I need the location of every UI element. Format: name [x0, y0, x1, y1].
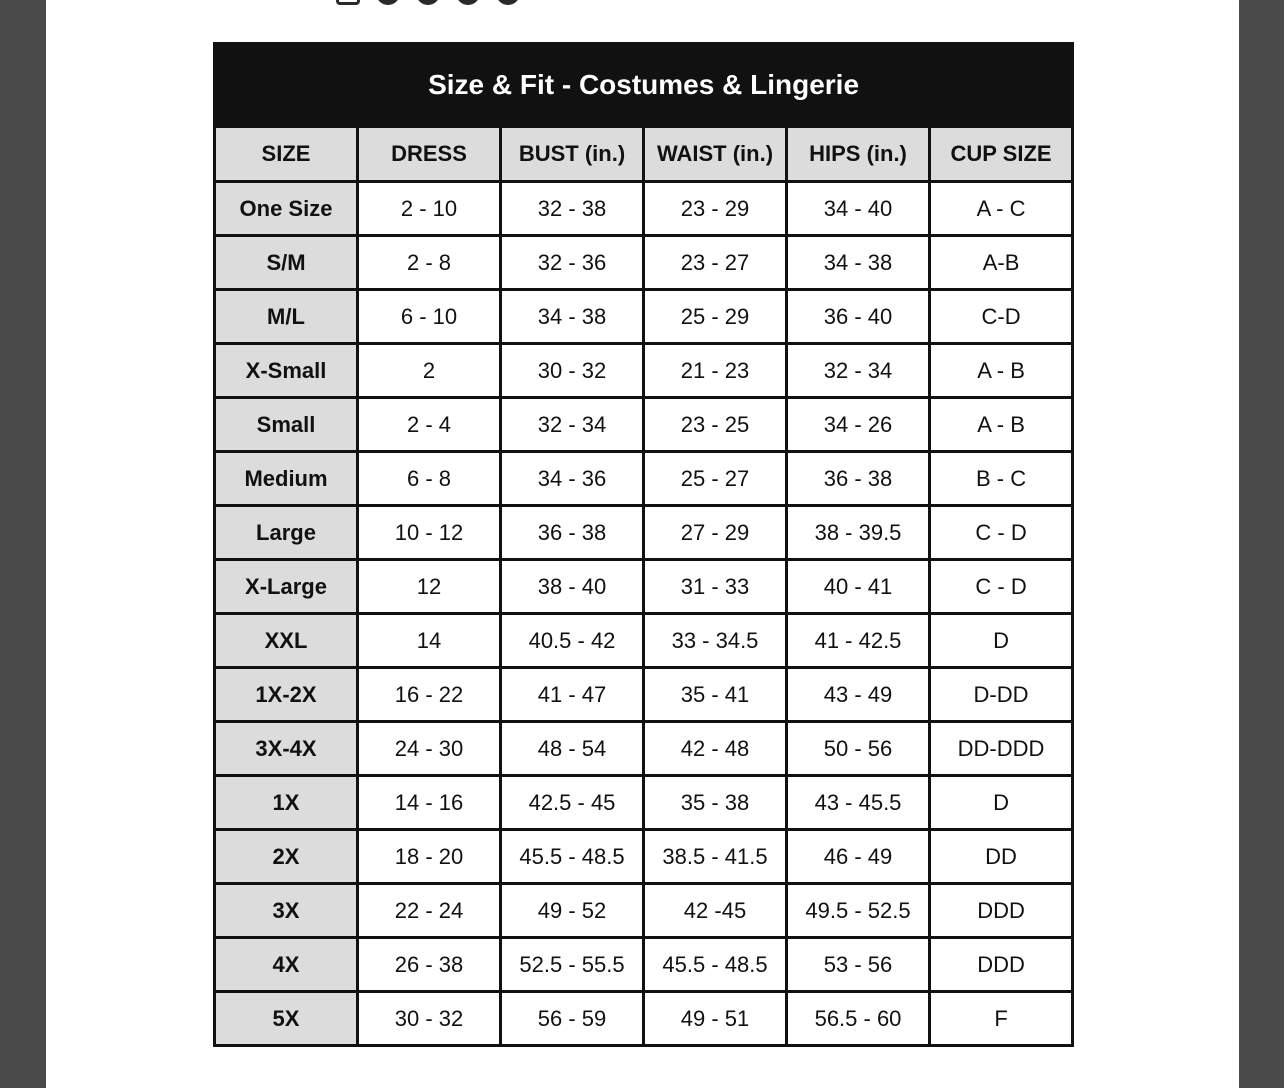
table-cell: D-DD: [930, 668, 1073, 722]
table-cell: 22 - 24: [358, 884, 501, 938]
table-cell: 25 - 27: [644, 452, 787, 506]
column-header-bust-in: BUST (in.): [501, 127, 644, 182]
table-cell: D: [930, 776, 1073, 830]
size-label-cell: Medium: [215, 452, 358, 506]
table-cell: 2 - 10: [358, 182, 501, 236]
table-cell: 48 - 54: [501, 722, 644, 776]
chart-title: Size & Fit - Costumes & Lingerie: [215, 44, 1073, 127]
table-cell: 34 - 36: [501, 452, 644, 506]
size-label-cell: 1X: [215, 776, 358, 830]
table-cell: 34 - 26: [787, 398, 930, 452]
table-cell: 41 - 42.5: [787, 614, 930, 668]
brand-social-strip: [336, 0, 520, 8]
table-row: [215, 884, 1073, 938]
table-cell: 30 - 32: [358, 992, 501, 1046]
table-cell: 6 - 10: [358, 290, 501, 344]
size-label-cell: 1X-2X: [215, 668, 358, 722]
table-cell: 35 - 41: [644, 668, 787, 722]
column-header-waist-in: WAIST (in.): [644, 127, 787, 182]
table-cell: DD-DDD: [930, 722, 1073, 776]
table-cell: DDD: [930, 884, 1073, 938]
table-row: [215, 722, 1073, 776]
column-header-size: SIZE: [215, 127, 358, 182]
table-row: [215, 830, 1073, 884]
table-cell: 38.5 - 41.5: [644, 830, 787, 884]
table-cell: 30 - 32: [501, 344, 644, 398]
document-page: [46, 0, 1239, 1088]
table-row: [215, 236, 1073, 290]
table-cell: 42.5 - 45: [501, 776, 644, 830]
table-cell: A - B: [930, 398, 1073, 452]
table-cell: 14: [358, 614, 501, 668]
table-cell: 40.5 - 42: [501, 614, 644, 668]
table-cell: 41 - 47: [501, 668, 644, 722]
table-cell: 53 - 56: [787, 938, 930, 992]
table-cell: 23 - 27: [644, 236, 787, 290]
table-cell: B - C: [930, 452, 1073, 506]
size-label-cell: X-Small: [215, 344, 358, 398]
table-cell: 45.5 - 48.5: [501, 830, 644, 884]
facebook-icon: [416, 0, 440, 5]
table-cell: 38 - 39.5: [787, 506, 930, 560]
size-label-cell: S/M: [215, 236, 358, 290]
size-label-cell: Small: [215, 398, 358, 452]
size-label-cell: 5X: [215, 992, 358, 1046]
table-cell: 35 - 38: [644, 776, 787, 830]
column-header-dress: DRESS: [358, 127, 501, 182]
size-label-cell: M/L: [215, 290, 358, 344]
table-cell: 23 - 25: [644, 398, 787, 452]
table-cell: DD: [930, 830, 1073, 884]
chart-body: [215, 182, 1073, 1046]
table-cell: C - D: [930, 506, 1073, 560]
table-cell: 23 - 29: [644, 182, 787, 236]
table-cell: 2: [358, 344, 501, 398]
table-cell: 25 - 29: [644, 290, 787, 344]
table-cell: 21 - 23: [644, 344, 787, 398]
table-cell: 32 - 34: [787, 344, 930, 398]
table-cell: 43 - 49: [787, 668, 930, 722]
table-cell: 34 - 40: [787, 182, 930, 236]
table-cell: 26 - 38: [358, 938, 501, 992]
table-cell: 36 - 38: [787, 452, 930, 506]
instagram-icon: [336, 0, 360, 5]
size-label-cell: XXL: [215, 614, 358, 668]
table-cell: 34 - 38: [787, 236, 930, 290]
table-row: [215, 668, 1073, 722]
table-row: [215, 290, 1073, 344]
table-cell: 49 - 52: [501, 884, 644, 938]
table-row: [215, 506, 1073, 560]
table-cell: 32 - 38: [501, 182, 644, 236]
table-cell: C - D: [930, 560, 1073, 614]
size-label-cell: 3X-4X: [215, 722, 358, 776]
table-cell: D: [930, 614, 1073, 668]
table-cell: 33 - 34.5: [644, 614, 787, 668]
table-cell: 27 - 29: [644, 506, 787, 560]
table-row: [215, 776, 1073, 830]
snapchat-icon: [496, 0, 520, 5]
table-cell: 42 -45: [644, 884, 787, 938]
table-cell: 32 - 34: [501, 398, 644, 452]
table-row: [215, 992, 1073, 1046]
table-cell: A - B: [930, 344, 1073, 398]
table-cell: 16 - 22: [358, 668, 501, 722]
size-label-cell: One Size: [215, 182, 358, 236]
table-cell: 50 - 56: [787, 722, 930, 776]
pinterest-icon: [456, 0, 480, 5]
table-cell: 38 - 40: [501, 560, 644, 614]
table-row: [215, 182, 1073, 236]
table-cell: 49.5 - 52.5: [787, 884, 930, 938]
table-cell: A-B: [930, 236, 1073, 290]
table-cell: 31 - 33: [644, 560, 787, 614]
table-row: [215, 938, 1073, 992]
table-cell: 43 - 45.5: [787, 776, 930, 830]
table-cell: 18 - 20: [358, 830, 501, 884]
table-cell: 49 - 51: [644, 992, 787, 1046]
table-cell: 14 - 16: [358, 776, 501, 830]
table-row: [215, 614, 1073, 668]
table-row: [215, 560, 1073, 614]
table-cell: DDD: [930, 938, 1073, 992]
table-cell: 32 - 36: [501, 236, 644, 290]
size-label-cell: Large: [215, 506, 358, 560]
table-cell: 40 - 41: [787, 560, 930, 614]
size-chart-table: [213, 42, 1074, 1047]
table-row: [215, 344, 1073, 398]
table-row: [215, 452, 1073, 506]
table-cell: 46 - 49: [787, 830, 930, 884]
table-cell: 36 - 38: [501, 506, 644, 560]
size-label-cell: X-Large: [215, 560, 358, 614]
table-cell: A - C: [930, 182, 1073, 236]
column-header-row: [215, 127, 1073, 182]
column-header-hips-in: HIPS (in.): [787, 127, 930, 182]
twitter-icon: [376, 0, 400, 5]
table-cell: 42 - 48: [644, 722, 787, 776]
table-cell: 34 - 38: [501, 290, 644, 344]
table-cell: 52.5 - 55.5: [501, 938, 644, 992]
table-cell: C-D: [930, 290, 1073, 344]
table-cell: F: [930, 992, 1073, 1046]
table-cell: 45.5 - 48.5: [644, 938, 787, 992]
table-cell: 6 - 8: [358, 452, 501, 506]
table-cell: 36 - 40: [787, 290, 930, 344]
table-cell: 56 - 59: [501, 992, 644, 1046]
table-cell: 10 - 12: [358, 506, 501, 560]
size-label-cell: 2X: [215, 830, 358, 884]
table-cell: 12: [358, 560, 501, 614]
table-cell: 2 - 4: [358, 398, 501, 452]
table-cell: 56.5 - 60: [787, 992, 930, 1046]
size-label-cell: 3X: [215, 884, 358, 938]
table-cell: 2 - 8: [358, 236, 501, 290]
column-header-cup-size: CUP SIZE: [930, 127, 1073, 182]
table-row: [215, 398, 1073, 452]
size-label-cell: 4X: [215, 938, 358, 992]
table-cell: 24 - 30: [358, 722, 501, 776]
